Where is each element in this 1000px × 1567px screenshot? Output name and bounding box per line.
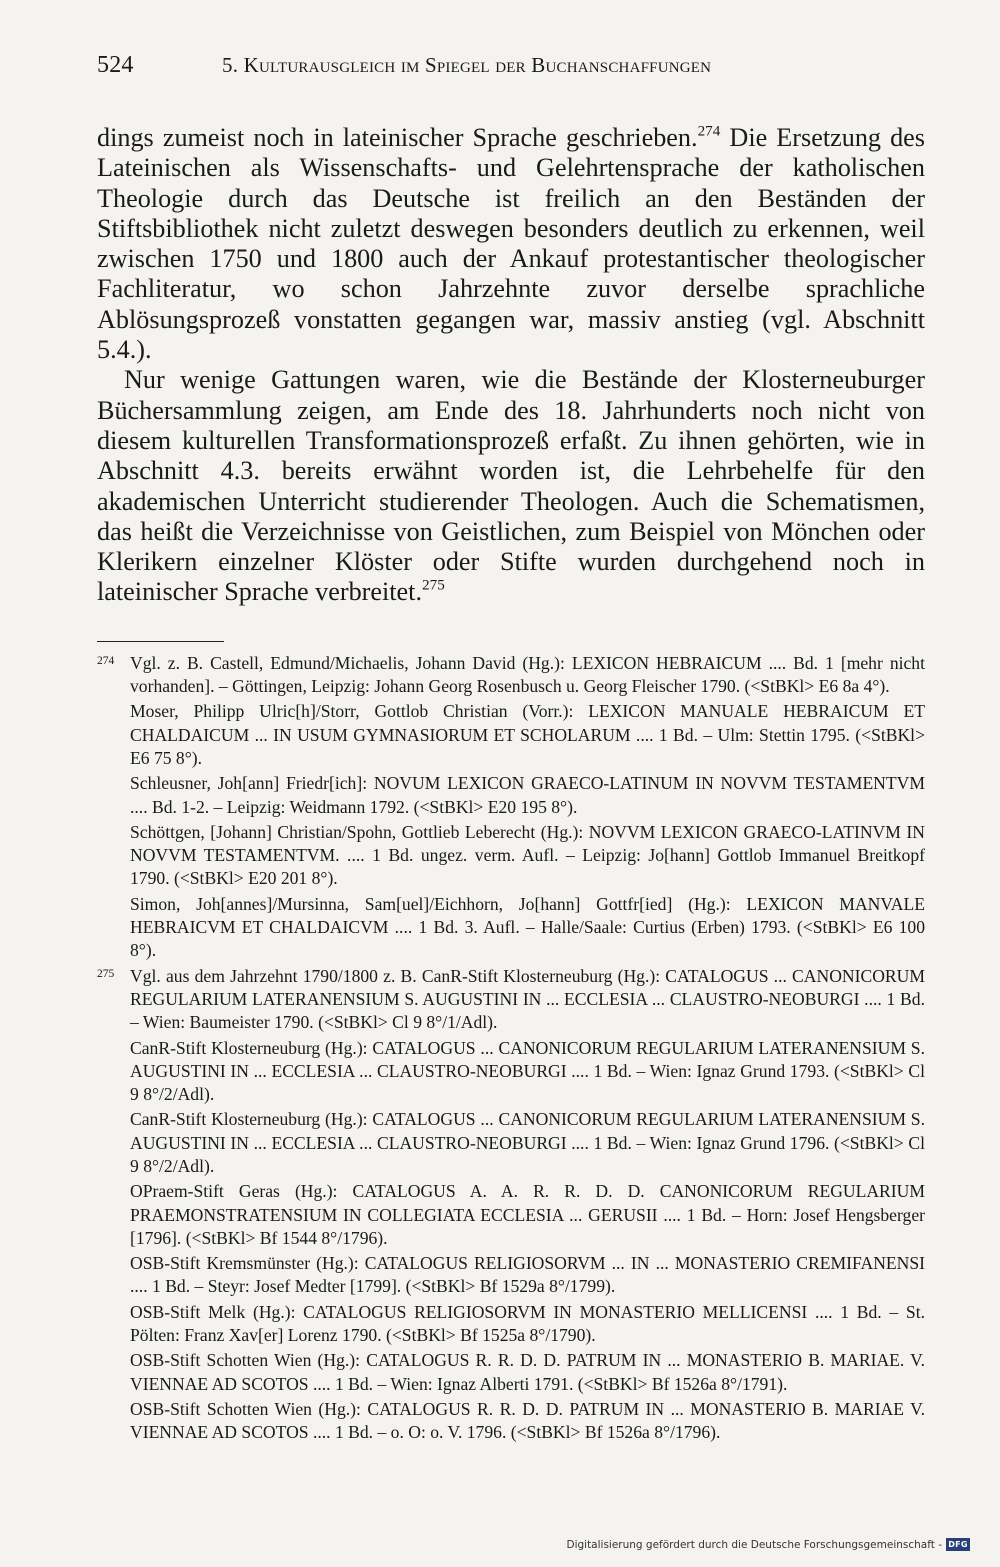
footnote-entry: OSB-Stift Kremsmünster (Hg.): CATALOGUS RELIGIOSORVM ... IN ... MONASTERIO CREMIFANENSI .... 1 Bd. – Steyr: Josef Medter [1799]. (<StBKl> Bf 1529a 8°/1799). — [130, 1253, 925, 1297]
footnote-entry: Vgl. aus dem Jahrzehnt 1790/1800 z. B. CanR-Stift Klosterneuburg (Hg.): CATALOGUS ... CANONICORUM REGULARIUM LATERANENSIUM S. AUGUSTINI IN ... ECCLESIA ... CLAUSTRO-NEOBURGI .... 1 Bd. – Wien: Baumeister 1790. (<StBKl> Cl 9 8°/1/Adl). — [130, 965, 925, 1033]
page-number: 524 — [97, 52, 134, 78]
paragraph-1-text-b: Die Ersetzung des Lateinischen als Wissenschafts- und Gelehrtensprache der katholischen Theologie durch das Deutsche ist freilich an den Beständen der Stiftsbibliothek nicht zuletzt deswegen besonders deutlich zu erkennen, weil zwischen 1750 und 1800 auch der Ankauf protestantischer theologischer Fachliteratur, wo schon Jahrzehnte zuvor derselbe sprachliche Ablösungsprozeß vonstatten gegangen war, massiv anstieg (vgl. Abschnitt 5.4.). — [97, 123, 925, 365]
paragraph-1 — [97, 123, 925, 365]
footnote-entry: OSB-Stift Schotten Wien (Hg.): CATALOGUS R. R. D. D. PATRUM IN ... MONASTERIO B. MARIAE V. VIENNAE AD SCOTOS .... 1 Bd. – o. O: o. V. 1796. (<StBKl> Bf 1526a 8°/1796). — [130, 1398, 925, 1443]
dfg-logo-icon: DFG — [946, 1538, 970, 1551]
footnote-entry: OSB-Stift Melk (Hg.): CATALOGUS RELIGIOSORVM IN MONASTERIO MELLICENSI .... 1 Bd. – St. Pölten: Franz Xav[er] Lorenz 1790. (<StBKl> Bf 1525a 8°/1790). — [130, 1301, 925, 1346]
running-title: 5. Kulturausgleich im Spiegel der Buchanschaffungen — [222, 53, 712, 77]
running-head — [97, 52, 925, 86]
digitization-credit — [566, 1538, 970, 1551]
footnote-entry: Simon, Joh[annes]/Mursinna, Sam[uel]/Eichhorn, Jo[hann] Gottfr[ied] (Hg.): LEXICON MANVALE HEBRAICVM ET CHALDAICVM .... 1 Bd. 3. Aufl. – Halle/Saale: Curtius (Erben) 1793. (<StBKl> E6 100 8°). — [130, 893, 925, 961]
footnote-ref-275[interactable]: 275 — [422, 576, 445, 594]
page — [97, 52, 925, 1447]
footnote-mark: 274 — [97, 654, 115, 667]
footnote-entry: OSB-Stift Schotten Wien (Hg.): CATALOGUS R. R. D. D. PATRUM IN ... MONASTERIO B. MARIAE. V. VIENNAE AD SCOTOS .... 1 Bd. – Wien: Ignaz Alberti 1791. (<StBKl> Bf 1526a 8°/1791). — [130, 1350, 925, 1394]
footnote-274 — [97, 652, 925, 963]
paragraph-1-text-a: dings zumeist noch in lateinischer Sprache geschrieben. — [97, 123, 698, 152]
footnote-rule — [97, 641, 224, 642]
footnote-entry: Schleusner, Joh[ann] Friedr[ich]: NOVUM LEXICON GRAECO-LATINUM IN NOVVM TESTAMENTVM .... Bd. 1-2. – Leipzig: Weidmann 1792. (<StBKl> E20 195 8°). — [130, 773, 925, 817]
footnote-275 — [97, 965, 925, 1445]
body-text — [97, 123, 925, 608]
footnote-entry: Schöttgen, [Johann] Christian/Spohn, Gottlieb Leberecht (Hg.): NOVVM LEXICON GRAECO-LATINVM IN NOVVM TESTAMENTVM. .... 1 Bd. ungez. verm. Aufl. – Leipzig: Jo[hann] Gottlob Immanuel Breitkopf 1790. (<StBKl> E20 201 8°). — [130, 821, 925, 889]
footnotes — [97, 652, 925, 1445]
footnote-ref-274[interactable]: 274 — [697, 122, 721, 140]
footnote-entry: Vgl. z. B. Castell, Edmund/Michaelis, Johann David (Hg.): LEXICON HEBRAICUM .... Bd. 1 [mehr nicht vorhanden]. – Göttingen, Leipzig: Johann Georg Rosenbusch u. Georg Fleischer 1790. (<StBKl> E6 8a 4°). — [130, 652, 925, 697]
paragraph-2-text: Nur wenige Gattungen waren, wie die Bestände der Klosterneuburger Büchersammlung zeigen, am Ende des 18. Jahrhunderts noch nicht von diesem kulturellen Transformationsprozeß erfaßt. Zu ihnen gehörten, wie in Abschnitt 4.3. bereits erwähnt worden ist, die Lehrbehelfe für den akademischen Unterricht studierender Theologen. Auch die Schematismen, das heißt die Verzeichnisse von Geistlichen, zum Beispiel von Mönchen oder Klerikern einzelner Klöster oder Stifte wurden durchgehend noch in lateinischer Sprache verbreitet. — [97, 365, 925, 607]
footnote-mark: 275 — [97, 967, 115, 980]
paragraph-2 — [97, 365, 925, 607]
footnote-entry: CanR-Stift Klosterneuburg (Hg.): CATALOGUS ... CANONICORUM REGULARIUM LATERANENSIUM S. AUGUSTINI IN ... ECCLESIA ... CLAUSTRO-NEOBURGI .... 1 Bd. – Wien: Ignaz Grund 1796. (<StBKl> Cl 9 8°/2/Adl). — [130, 1109, 925, 1176]
footnote-entry: CanR-Stift Klosterneuburg (Hg.): CATALOGUS ... CANONICORUM REGULARIUM LATERANENSIUM S. AUGUSTINI IN ... ECCLESIA ... CLAUSTRO-NEOBURGI .... 1 Bd. – Wien: Ignaz Grund 1793. (<StBKl> Cl 9 8°/2/Adl). — [130, 1037, 925, 1105]
footnote-entry: OPraem-Stift Geras (Hg.): CATALOGUS A. A. R. R. D. D. CANONICORUM REGULARIUM PRAEMONSTRATENSIUM IN COLLEGIATA ECCLESIA ... GERUSII .... 1 Bd. – Horn: Josef Hengsberger [1796]. (<StBKl> Bf 1544 8°/1796). — [130, 1181, 925, 1248]
digitization-credit-text: Digitalisierung gefördert durch die Deutsche Forschungsgemeinschaft - — [566, 1538, 942, 1551]
footnote-entry: Moser, Philipp Ulric[h]/Storr, Gottlob Christian (Vorr.): LEXICON MANUALE HEBRAICUM ET CHALDAICUM ... IN USUM GYMNASIORUM ET SCHOLARUM .... 1 Bd. – Ulm: Stettin 1795. (<StBKl> E6 75 8°). — [130, 701, 925, 768]
